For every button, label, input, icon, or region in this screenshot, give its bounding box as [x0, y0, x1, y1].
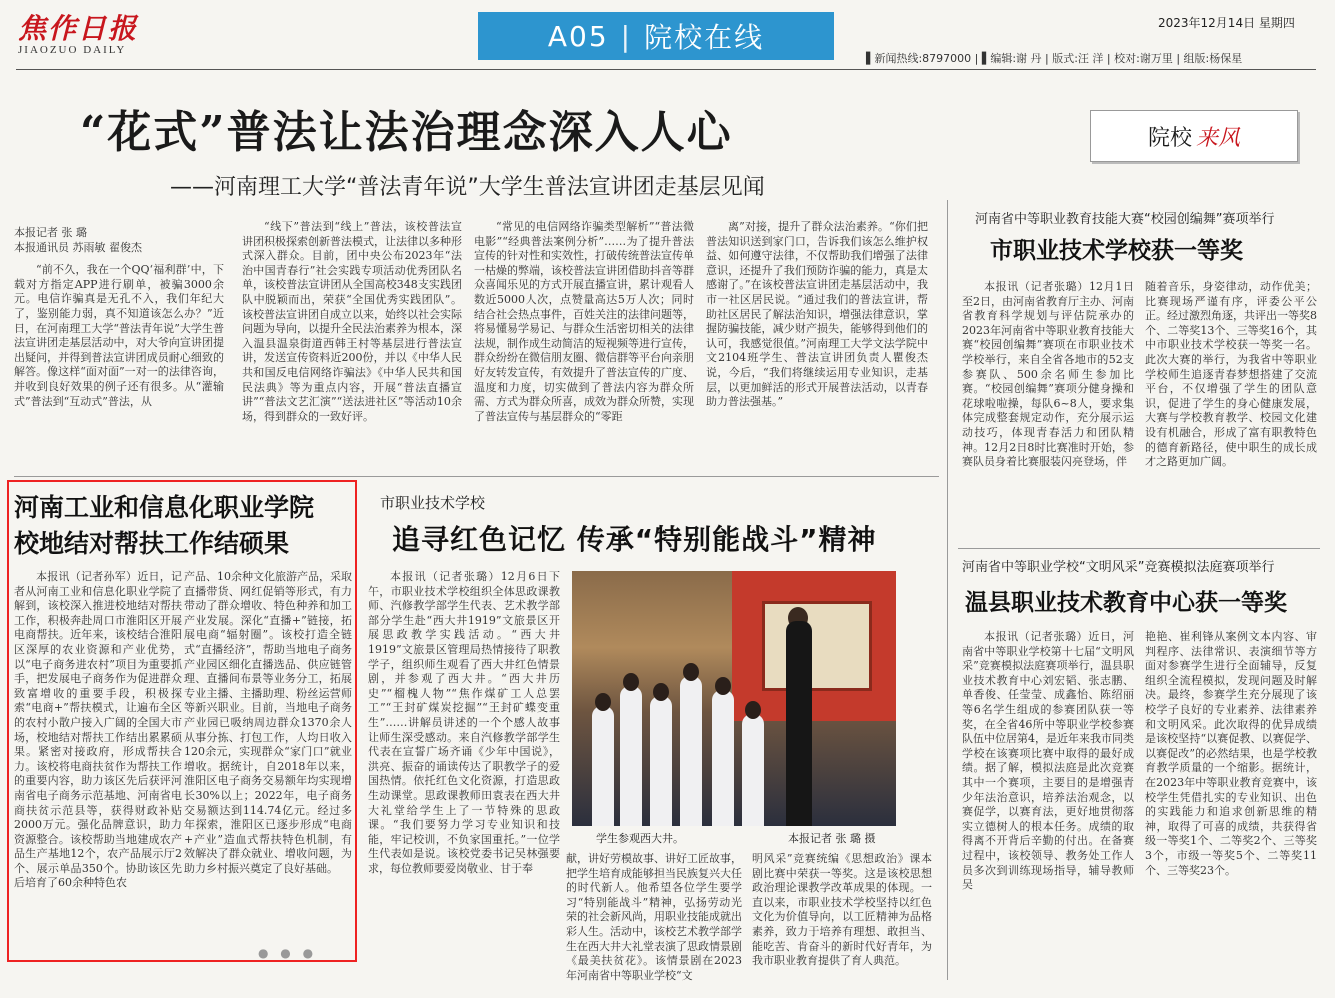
lead-subhead: ——河南理工大学“普法青年说”大学生普法宣讲团走基层见闻 — [170, 175, 765, 200]
photo-student-head — [623, 673, 639, 691]
photo-student — [680, 676, 702, 826]
photo-credit: 本报记者 张 璐 摄 — [788, 832, 876, 845]
photo-student-head — [653, 683, 669, 701]
lead-paragraph: “线下”普法到“线上”普法，该校普法宣讲团积极探索创新普法模式，让法律以多种形式深入群众。目前，团中央公布2023年“法治中国青春行”社会实践专项活动优秀团队名单，该校普法宣讲团从全国高校348支实践团队中脱颖而出，荣获“全国优秀实践团队”。该校普法宣讲团自成立以来，始终以社会实际问题为导向，以提升全民法治素养为根本，深入温县温泉街道西韩王村等基层进行普法宣讲，发送宣传资料近200份，并以《中华人民共和国反电信网络诈骗法》《中华人民共和国民法典》等为重点内容，开展“普法直播宣讲”“普法文艺汇演”“送法进社区”等活动10余场，得到群众的一致好评。 — [242, 220, 462, 423]
issue-date: 2023年12月14日 星期四 — [1158, 16, 1295, 30]
lead-headline: “花式”普法让法治理念深入人心 — [80, 107, 733, 158]
column-badge — [1090, 110, 1298, 162]
middle-column-b — [566, 852, 742, 982]
middle-paragraph: 明风采”竞赛统编《思想政治》课本剧比赛中荣获一等奖。这是该校思想政治理论课教学改革成果的体现。一直以来，市职业技术学校坚持以红色文化为价值导向，以工匠精神为品格素养，致力于培养有理想、敢担当、能吃苦、肯奋斗的新时代好青年，为我市职业教育提供了育人典范。 — [752, 852, 932, 968]
section-divider: | — [620, 19, 633, 53]
middle-column-a — [368, 570, 560, 975]
news-photo — [572, 571, 896, 826]
right2-column-a — [962, 630, 1134, 962]
masthead-logo — [18, 14, 148, 56]
column-divider — [947, 200, 948, 980]
section-bar — [478, 12, 834, 60]
masthead-name: 焦作日报 — [18, 12, 139, 45]
right2-kicker: 河南省中等职业学校“文明风采”竞赛模拟法庭赛项举行 — [962, 560, 1275, 575]
boxed-title-line1: 河南工业和信息化职业学院 — [14, 493, 315, 522]
lead-column-3 — [474, 220, 694, 464]
lead-byline-correspondent: 本报通讯员 苏雨敏 翟俊杰 — [14, 240, 142, 254]
boxed-paragraph: 产品、10余种文化旅游产品，采取直播带货、网红促销等形式，有力带动了群众增收、特色种养和加工产业发展。深化“直播+”链接，拓展电商“辐射圈”。该校打造全链式“直播经济”，帮助当地电子商务产业园区细化直播选品、供应链管理、直播间布景等业务分工，拓展专业主播、主播助理、粉丝运营师等新兴职业。目前，当地电子商务产业园已吸纳周边群众1370余人从事分拣、打包工作，人均日收入120余元，实现群众“家门口”就业增收。据统计，自2018年以来，淮阳区电子商务交易额年均实现增长30%以上；2022年，电子商务交易额达到114.74亿元。经过多年探索，淮阳区已逐步形成“电商+产业”造血式帮扶特色机制，有效解决了群众就业、增收问题，为助力乡村振兴奠定了良好基础。 — [184, 570, 352, 875]
photo-student — [592, 706, 614, 826]
middle-paragraph: 献，讲好劳模故事、讲好工匠故事，把学生培育成能够担当民族复兴大任的时代新人。他希望各位学生要学习“特别能战斗”精神，弘扬劳动光荣的社会新风尚，用职业技能成就出彩人生。活动中，该校艺术教学部学生在西大井大礼堂表演了思政情景剧《最美扶贫花》。该情景剧在2023年河南省中等职业学校“文 — [566, 852, 742, 982]
editor-info-line: ▌新闻热线:8797000 | ▌编辑:谢 丹 | 版式:汪 洋 | 校对:谢万里 | 组版:杨保星 — [866, 52, 1243, 65]
header-rule — [16, 69, 1316, 70]
photo-exhibit-panel — [762, 601, 872, 691]
middle-kicker: 市职业技术学校 — [380, 494, 486, 512]
section-name: 院校在线 — [644, 21, 765, 54]
photo-caption: 学生参观西大井。 — [596, 832, 684, 845]
boxed-column-b — [184, 570, 352, 946]
right1-kicker: 河南省中等职业教育技能大赛“校园创编舞”赛项举行 — [975, 212, 1275, 227]
section-divider-line — [958, 548, 1320, 549]
right1-column-b — [1145, 280, 1317, 536]
lead-column-4 — [706, 220, 928, 464]
right1-paragraph: 随着音乐，身姿律动，动作优美；比赛现场严谨有序，评委公平公正。经过激烈角逐，共评出一等奖8个、二等奖13个、三等奖16个，其中市职业技术学校获一等奖一名。此次大赛的举行，为我省中等职业学校师生追逐青春梦想搭建了交流平台，不仅增强了学生的团队意识，促进了学生的身心健康发展，大赛与学校教育教学、校园文化建设有机融合，形成了富有职教特色的德育新路径，使中职生的成长成才之路更加广阔。 — [1145, 280, 1317, 469]
photo-student — [742, 714, 764, 826]
section-divider-line — [14, 476, 939, 477]
photo-student — [620, 686, 642, 826]
lead-byline-reporter: 本报记者 张 璐 — [14, 226, 87, 239]
right1-paragraph: 本报讯（记者张璐）12月1日至2日，由河南省教育厅主办、河南省教育科学规划与评估院承办的2023年河南省中等职业教育技能大赛“校园创编舞”赛项在市职业技术学校举行，来自全省各地市的52支参赛队、500余名师生参加比赛。“校园创编舞”赛项分健身操和花球啦啦操，每队6~8人，要求集体完成整套规定动作，充分展示运动技巧，体现青春活力和团队精神。12月2日8时比赛准时开始，参赛队员身着比赛服装闪亮登场，伴 — [962, 280, 1134, 469]
lead-paragraph: 离”对接，提升了群众法治素养。“你们把普法知识送到家门口，告诉我们该怎么维护权益、如何遵守法律，不仅帮助我们增强了法律意识，还提升了我们预防诈骗的能力，真是太感谢了。”在该校普法宣讲团走基层活动中，我市一社区居民说。“通过我们的普法宣讲，帮助社区居民了解法治知识，增强法律意识，掌握防骗技能，减少财产损失，能够得到他们的认可，我感觉很值。”河南理工大学文法学院中文2104班学生、普法宣讲团负责人瞿俊杰说，今后，“我们将继续运用专业知识，走基层，以更加鲜活的形式开展普法活动，以青春助力普法强基。” — [706, 220, 928, 409]
right2-title: 温县职业技术教育中心获一等奖 — [965, 589, 1287, 616]
boxed-title-line2: 校地结对帮扶工作结硕果 — [14, 529, 290, 558]
middle-paragraph: 本报讯（记者张璐）12月6日下午，市职业技术学校组织全体思政课教师、汽修教学部学生代表、艺术教学部部分学生赴“西大井1919”文旅景区开展思政教学实践活动。“西大井1919”文旅景区管理局热情接待了职教学子，组织师生观看了西大井红色情景剧，并参观了西大井。“西大井历史”“榴槐人物”“焦作煤矿工人总罢工”“王封矿煤炭挖掘”“王封矿蝶变重生”……讲解员讲述的一个个感人故事让师生深受感动。来自汽修教学部学生代表在宣誓广场齐诵《少年中国说》，洪亮、振奋的诵读传达了职教学子的爱国热情。依托红色文化资源，打造思政生动课堂。思政课教师田袁表在西大井大礼堂给学生上了一节特殊的思政课。“我们要努力学习专业知识和技能，牢记校训，不负家国重托。”一位学生代表如是说。该校党委书记吴林强要求，每位教师要爱岗敬业、甘于奉 — [368, 570, 560, 875]
boxed-column-a — [14, 570, 182, 952]
photo-student — [712, 690, 734, 826]
photo-student-head — [595, 693, 611, 711]
page-number: A05 — [547, 19, 609, 53]
right2-paragraph: 艳艳、崔利锋从案例文本内容、审判程序、法律常识、表演细节等方面对参赛学生进行全面辅导，反复组织全流程模拟，发现问题及时解决。最终，参赛学生充分展现了该校学子良好的专业素养、法律素养和文明风采。此次取得的优异成绩是该校坚持“以赛促教、以赛促学、以赛促改”的必然结果，也是学校教育教学质量的一个缩影。据统计，在2023年中等职业教育竞赛中，该校学生凭借扎实的专业知识、出色的实践能力和追求创新思维的精神，取得了可喜的成绩，共获得省级一等奖1个、二等奖2个、三等奖3个，市级一等奖5个、二等奖11个、三等奖23个。 — [1145, 630, 1317, 877]
badge-text: 院校 — [1147, 125, 1192, 151]
lead-column-1 — [14, 226, 224, 464]
photo-student-head — [715, 677, 731, 695]
badge-text-accent: 来风 — [1196, 125, 1241, 151]
boxed-paragraph: 本报讯（记者孙军）近日，记者从河南工业和信息化职业学院了解到，该校深入推进校地结对帮扶工作，积极奔赴周口市淮阳区开展电商帮扶。近年来，该校结合淮阳区深厚的农业资源和产业优势，以“电子商务进农村”项目为重要抓手，把发展电子商务作为促进群众致富增收的重要手段，积极探索“电商+”帮扶模式，让遍布全区的农村小散户接入广阔的全国大市场，校地结对帮扶工作结出累累硕果。紧密对接政府，形成帮扶合力。该校将电商扶贫作为帮扶工作的重要内容，助力该区先后获评河南省电子商务示范基地、河南省电商扶贫示范县等，获得财政补贴2000万元。强化品牌意识，助力资源整合。该校帮助当地建成农产品生产基地12个，农产品展示厅2个、展示单品350个。协助该区先后培育了60余种特色农 — [14, 570, 182, 890]
photo-student-head — [683, 663, 699, 681]
middle-title: 追寻红色记忆 传承“特别能战斗”精神 — [392, 523, 877, 556]
right2-column-b — [1145, 630, 1317, 962]
photo-guide — [786, 621, 812, 826]
photo-student-head — [745, 701, 761, 719]
middle-column-c — [752, 852, 932, 972]
lead-column-2 — [242, 220, 462, 464]
lead-paragraph: “常见的电信网络诈骗类型解析”“普法微电影”“经典普法案例分析”……为了提升普法宣传的针对性和实效性，打破传统普法宣传单一枯燥的弊端，该校普法宣讲团借助抖音等群众喜闻乐见的方式开展直播宣讲，累计观看人数近5000人次，点赞量高达5万人次；同时结合社会热点事件，百姓关注的法律问题等，将易懂易学易记、与群众生活密切相关的法律法规，制作成生动简洁的短视频等进行宣传，群众纷纷在微信朋友圈、微信群等平台向亲朋好友转发宣传，有效提升了普法宣传的广度、温度和力度，切实做到了普法内容为群众所需、方式为群众所喜，成效为群众所赞，实现了普法宣传与基层群众的“零距 — [474, 220, 694, 423]
lead-paragraph: “前不久，我在一个QQ‘福利群’中，下载对方指定APP进行刷单，被骗3000余元。电信诈骗真是无孔不入，我们年纪大了，鉴别能力弱，真不知道该怎么办？”近日，在河南理工大学“普法青年说”大学生普法宣讲团走基层活动中，对大爷向宣讲团提出疑问，并得到普法宣讲团成员耐心细致的解答。像这样“面对面”一对一的法律咨询，并收到良好效果的例子还有很多。从“灌输式”普法到“互动式”普法，从 — [14, 263, 224, 408]
right1-column-a — [962, 280, 1134, 536]
right2-paragraph: 本报讯（记者张璐）近日，河南省中等职业学校第十七届“文明风采”竞赛模拟法庭赛项举行，温县职业技术教育中心刘宏韬、张志鹏、单香俊、任莹莹、成鑫怡、陈绍丽等6名学生组成的参赛团队获一等奖，在全省46所中等职业学校参赛队伍中位居第4，是近年来我市同类学校在该赛项比赛中取得的最好成绩。据了解，模拟法庭是此次竞赛其中一个赛项，主要目的是增强青少年法治意识，培养法治观念，以赛促学，以赛育法，更好地贯彻落实立德树人的根本任务。成绩的取得离不开背后辛勤的付出。在备赛过程中，该校领导、教务处工作人员多次到训练现场指导，辅导教师吴 — [962, 630, 1134, 892]
masthead-name-en: JIAOZUO DAILY — [18, 44, 127, 56]
right1-title: 市职业技术学校获一等奖 — [990, 237, 1243, 264]
continuation-dots: ● ● ● — [258, 946, 318, 960]
photo-student — [650, 696, 672, 826]
